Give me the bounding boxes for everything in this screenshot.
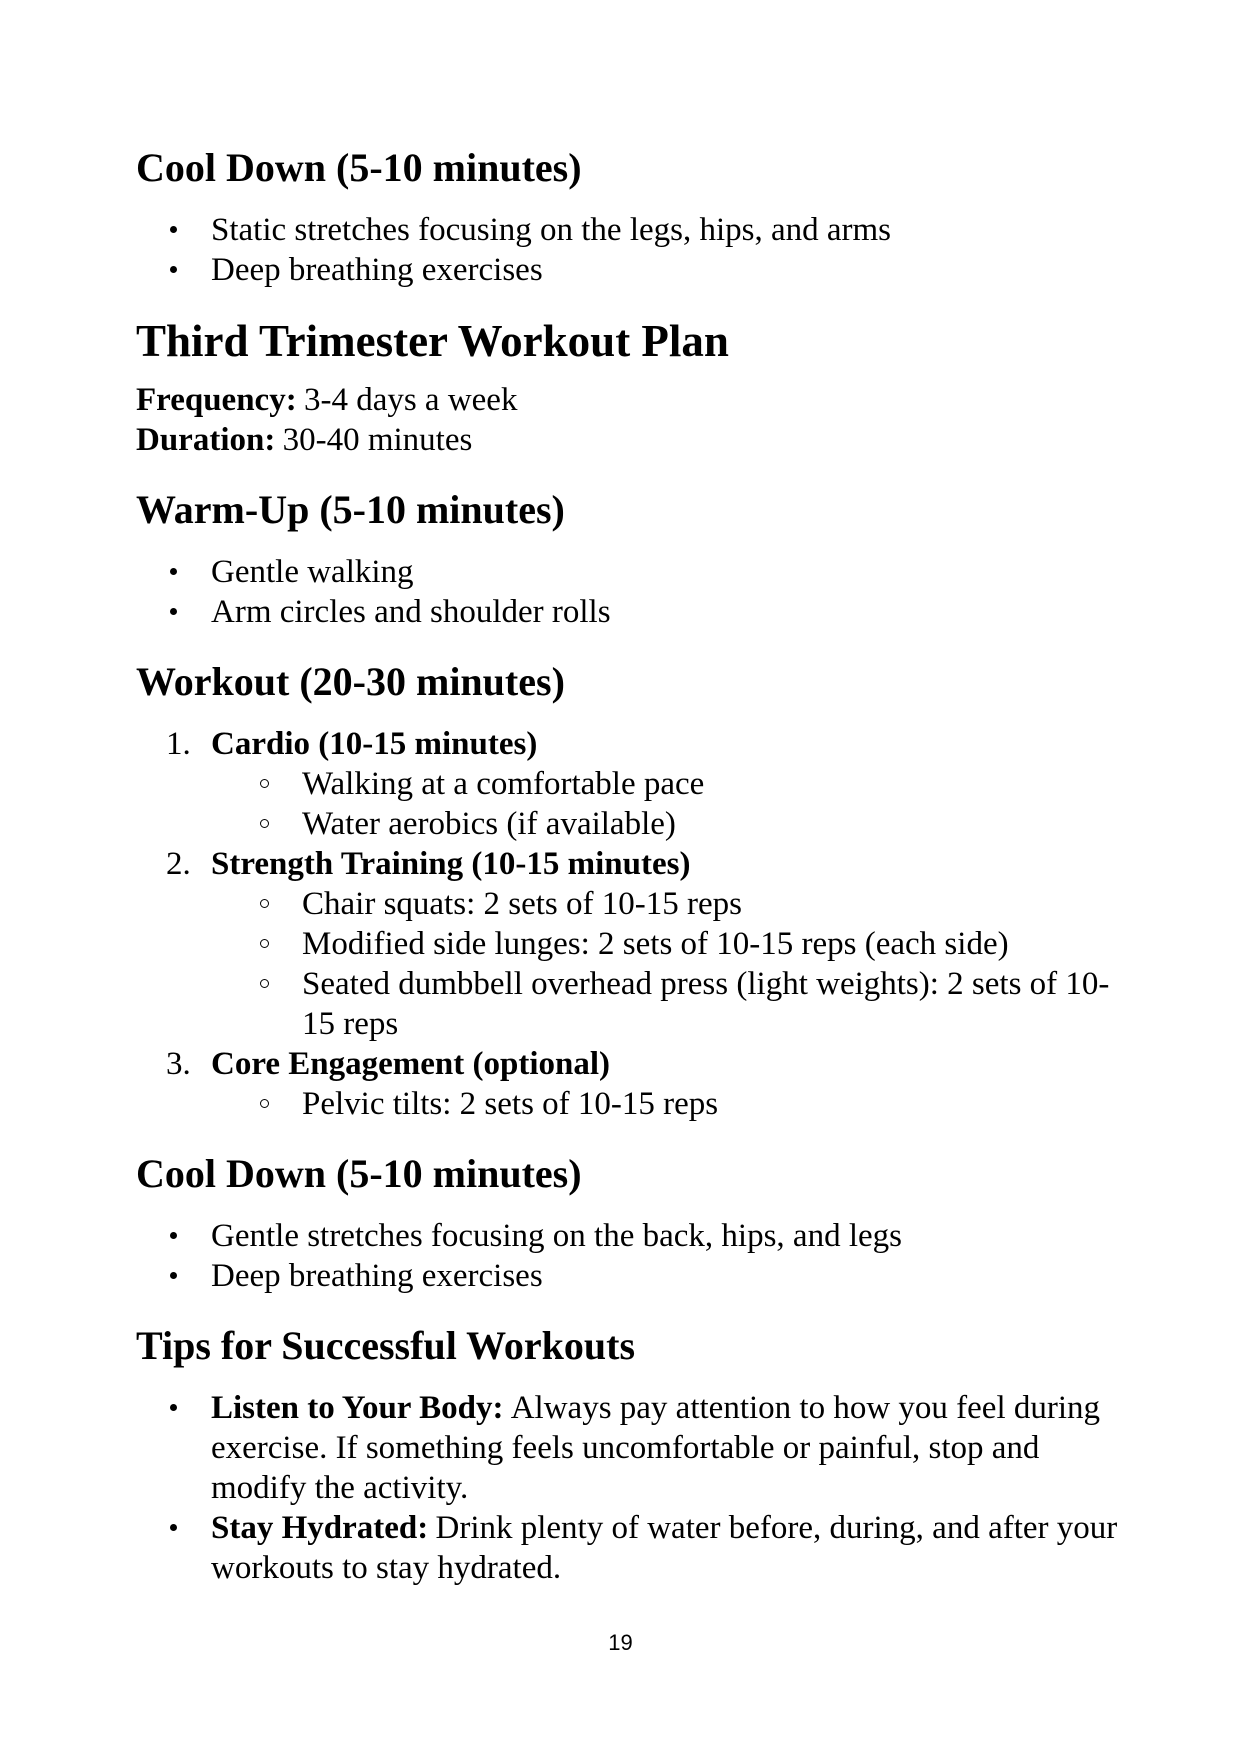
bullet-marker-column (136, 1388, 211, 1411)
list-item (136, 250, 1141, 290)
list-item-text: Gentle stretches focusing on the back, hips, and legs (211, 1218, 902, 1254)
heading-cool-down-second: Cool Down (5-10 minutes) (136, 1151, 582, 1196)
sub-list-item (211, 884, 1141, 924)
tip-text: Always pay attention to how you feel during exercise. If something feels uncomfortable or painful, stop and modify the activity. (211, 1390, 1101, 1506)
list-item-text: Arm circles and shoulder rolls (211, 594, 611, 630)
list-item (136, 592, 1141, 632)
bullet-dot-icon (170, 1232, 177, 1239)
item-number: 2. (166, 846, 191, 882)
sub-list-item (211, 1084, 1141, 1124)
frequency-value: 3-4 days a week (303, 382, 518, 418)
sub-list-item-text: Walking at a comfortable pace (302, 766, 705, 802)
sub-bullet-marker-column (211, 764, 302, 788)
tip-label: Stay Hydrated: (211, 1510, 429, 1546)
numbered-item (136, 724, 1141, 844)
bullet-dot-icon (170, 1272, 177, 1279)
heading-cool-down-first: Cool Down (5-10 minutes) (136, 145, 582, 190)
bullet-dot-icon (170, 1404, 177, 1411)
numbered-item-label: Core Engagement (optional) (211, 1046, 611, 1082)
list-item-text: Static stretches focusing on the legs, hips, and arms (211, 212, 892, 248)
sub-list-item-text: Seated dumbbell overhead press (light weights): 2 sets of 10-15 reps (302, 966, 1110, 1042)
sub-list-item (211, 764, 1141, 804)
tip-item-text (211, 1508, 1141, 1588)
circle-bullet-icon (260, 1099, 269, 1108)
numbered-item-body (211, 1044, 1141, 1124)
tip-item (136, 1388, 1141, 1508)
sub-bullet-marker-column (211, 884, 302, 908)
circle-bullet-icon (260, 899, 269, 908)
sub-list (211, 884, 1141, 1044)
numbered-item (136, 1044, 1141, 1124)
meta-line-frequency (136, 380, 1141, 420)
bullet-dot-icon (170, 568, 177, 575)
cool-down-first-list (136, 210, 1141, 290)
heading-warm-up: Warm-Up (5-10 minutes) (136, 487, 565, 532)
page-number: 19 (608, 1630, 633, 1655)
bullet-marker-column (136, 1508, 211, 1531)
list-item-text: Gentle walking (211, 554, 414, 590)
duration-value: 30-40 minutes (282, 422, 473, 458)
tip-text: Drink plenty of water before, during, and after your workouts to stay hydrated. (211, 1510, 1118, 1586)
list-item-text: Deep breathing exercises (211, 1258, 543, 1294)
bullet-marker-column (136, 250, 211, 273)
bullet-dot-icon (170, 226, 177, 233)
workout-numbered-list (136, 724, 1141, 1124)
list-item (136, 1256, 1141, 1296)
item-number: 1. (166, 726, 191, 762)
list-item-text: Deep breathing exercises (211, 252, 543, 288)
list-item (136, 1216, 1141, 1256)
sub-list (211, 1084, 1141, 1124)
frequency-label: Frequency: (136, 382, 297, 418)
numbered-item-body (211, 724, 1141, 844)
numbered-item-label: Cardio (10-15 minutes) (211, 726, 538, 762)
tips-list (136, 1388, 1141, 1588)
numbered-item-body (211, 844, 1141, 1044)
sub-list-item-text: Modified side lunges: 2 sets of 10-15 reps (each side) (302, 926, 1009, 962)
numbered-item-label: Strength Training (10-15 minutes) (211, 846, 691, 882)
cool-down-second-list (136, 1216, 1141, 1296)
heading-plan-title: Third Trimester Workout Plan (136, 316, 729, 366)
tip-label: Listen to Your Body: (211, 1390, 504, 1426)
duration-label: Duration: (136, 422, 276, 458)
circle-bullet-icon (260, 979, 269, 988)
bullet-dot-icon (170, 266, 177, 273)
sub-bullet-marker-column (211, 804, 302, 828)
numbered-item (136, 844, 1141, 1044)
list-item (136, 552, 1141, 592)
plan-meta (136, 380, 1141, 460)
sub-list-item-text: Pelvic tilts: 2 sets of 10-15 reps (302, 1086, 719, 1122)
circle-bullet-icon (260, 819, 269, 828)
list-item (136, 210, 1141, 250)
circle-bullet-icon (260, 779, 269, 788)
bullet-marker-column (136, 210, 211, 233)
sub-bullet-marker-column (211, 964, 302, 988)
heading-workout: Workout (20-30 minutes) (136, 659, 565, 704)
tip-item (136, 1508, 1141, 1588)
heading-tips: Tips for Successful Workouts (136, 1323, 636, 1368)
sub-bullet-marker-column (211, 924, 302, 948)
warm-up-list (136, 552, 1141, 632)
bullet-marker-column (136, 552, 211, 575)
meta-line-duration (136, 420, 1141, 460)
sub-list-item (211, 964, 1141, 1044)
tip-item-text (211, 1388, 1141, 1508)
sub-list (211, 764, 1141, 844)
bullet-marker-column (136, 592, 211, 615)
item-number: 3. (166, 1046, 191, 1082)
sub-list-item (211, 804, 1141, 844)
circle-bullet-icon (260, 939, 269, 948)
bullet-marker-column (136, 1216, 211, 1239)
sub-bullet-marker-column (211, 1084, 302, 1108)
sub-list-item-text: Chair squats: 2 sets of 10-15 reps (302, 886, 742, 922)
bullet-dot-icon (170, 608, 177, 615)
bullet-marker-column (136, 1256, 211, 1279)
sub-list-item-text: Water aerobics (if available) (302, 806, 676, 842)
bullet-dot-icon (170, 1524, 177, 1531)
sub-list-item (211, 924, 1141, 964)
